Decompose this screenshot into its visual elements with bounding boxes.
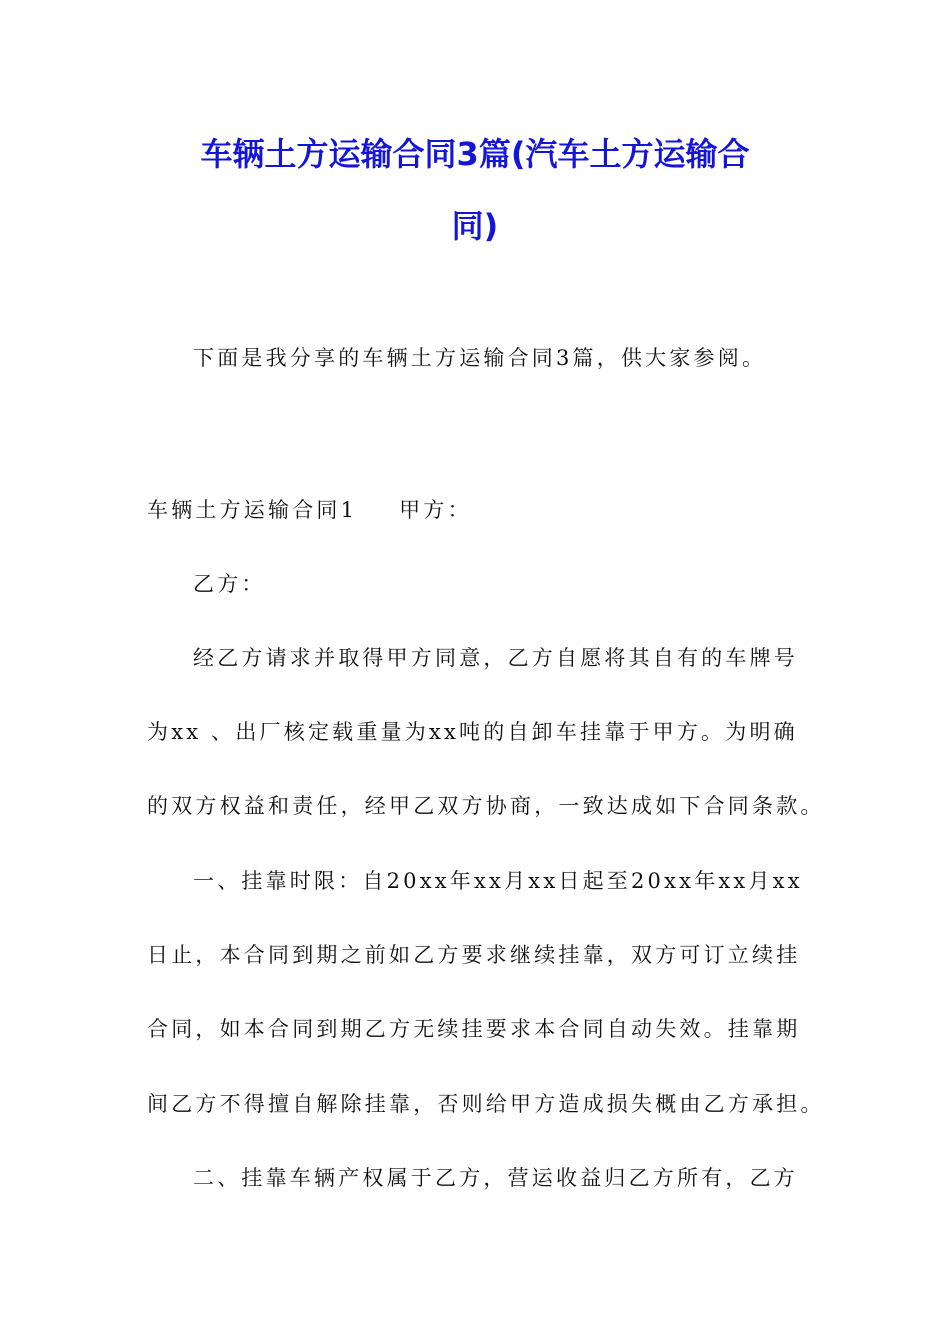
party-a-label: 甲方： [399,498,472,522]
document-title-line-1: 车辆土方运输合同3篇(汽车土方运输合 [200,135,750,173]
body-line-6: 合同，如本合同到期乙方无续挂要求本合同自动失效。挂靠期 [147,1017,801,1041]
intro-paragraph: 下面是我分享的车辆土方运输合同3篇，供大家参阅。 [193,346,767,370]
document-title-line-2: 同) [451,207,499,245]
body-line-7: 间乙方不得擅自解除挂靠，否则给甲方造成损失概由乙方承担。 [147,1092,825,1116]
body-line-4: 一、挂靠时限：自20xx年xx月xx日起至20xx年xx月xx [193,869,803,893]
contract-heading [147,495,472,525]
body-line-8: 二、挂靠车辆产权属于乙方，营运收益归乙方所有，乙方 [193,1166,798,1190]
contract-title: 车辆土方运输合同1 [147,498,358,522]
body-line-5: 日止，本合同到期之前如乙方要求继续挂靠，双方可订立续挂 [147,943,801,967]
body-line-2: 为xx 、出厂核定载重量为xx吨的自卸车挂靠于甲方。为明确 [147,720,798,744]
party-b-label: 乙方： [193,572,266,596]
body-line-1: 经乙方请求并取得甲方同意，乙方自愿将其自有的车牌号 [193,646,798,670]
body-line-3: 的双方权益和责任，经甲乙双方协商，一致达成如下合同条款。 [147,794,825,818]
